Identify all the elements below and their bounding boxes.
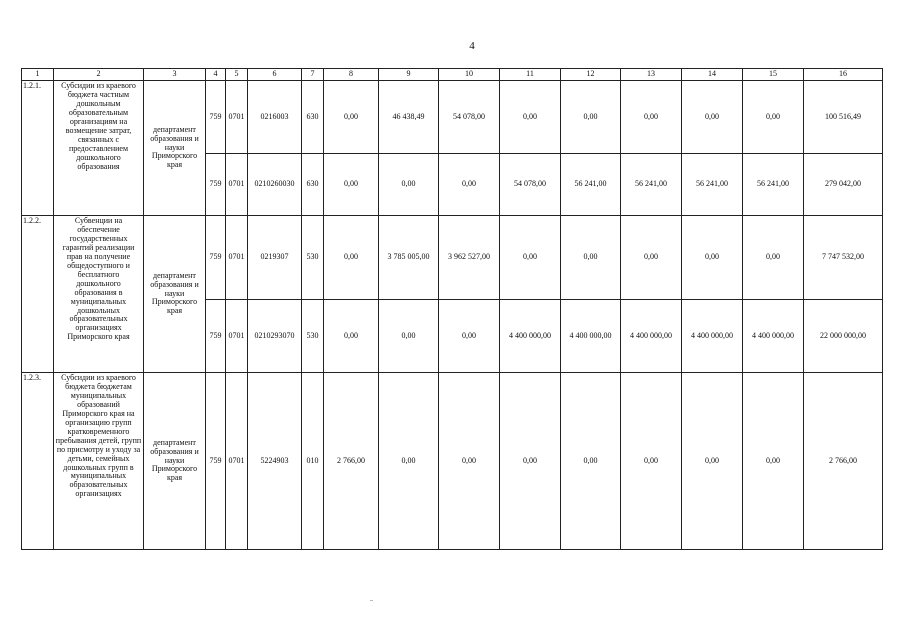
table-row: [22, 216, 883, 300]
table-cell: 759: [206, 216, 226, 300]
table-cell: 46 438,49: [379, 81, 439, 154]
table-cell: 0,00: [439, 154, 500, 216]
table-cell: 0216003: [248, 81, 302, 154]
column-header: 7: [302, 69, 324, 81]
row-department: департамент образования и науки Приморского края: [144, 373, 206, 550]
table-cell: 4 400 000,00: [621, 300, 682, 373]
table-cell: 22 000 000,00: [804, 300, 883, 373]
table-cell: 0701: [226, 81, 248, 154]
table-cell: 3 962 527,00: [439, 216, 500, 300]
column-header: 10: [439, 69, 500, 81]
column-header: 2: [54, 69, 144, 81]
table-cell: 7 747 532,00: [804, 216, 883, 300]
table-cell: 0,00: [500, 373, 561, 550]
table-cell: 0210293070: [248, 300, 302, 373]
row-description: Субсидии из краевого бюджета бюджетам муниципальных образований Приморского края на организацию групп кратковременного пребывания детей, групп по присмотру и уходу за детьми, семейных дошкольных групп в муниципальных образовательных организациях: [54, 373, 144, 550]
table-cell: 0,00: [682, 373, 743, 550]
table-cell: 4 400 000,00: [682, 300, 743, 373]
table-cell: 530: [302, 300, 324, 373]
table-cell: 54 078,00: [500, 154, 561, 216]
table-cell: 56 241,00: [621, 154, 682, 216]
table-cell: 0,00: [439, 300, 500, 373]
table-cell: 3 785 005,00: [379, 216, 439, 300]
table-cell: 100 516,49: [804, 81, 883, 154]
table-cell: 0,00: [439, 373, 500, 550]
table-cell: 5224903: [248, 373, 302, 550]
table-cell: 759: [206, 154, 226, 216]
column-header: 15: [743, 69, 804, 81]
table-cell: 010: [302, 373, 324, 550]
column-header: 11: [500, 69, 561, 81]
table-cell: 0,00: [621, 216, 682, 300]
table-cell: 630: [302, 81, 324, 154]
table-cell: 0701: [226, 300, 248, 373]
scan-speck: [370, 600, 373, 601]
table-cell: 56 241,00: [561, 154, 621, 216]
table-cell: 56 241,00: [682, 154, 743, 216]
table-cell: 0,00: [561, 81, 621, 154]
table-cell: 0,00: [621, 81, 682, 154]
table-cell: 0701: [226, 154, 248, 216]
table-cell: 279 042,00: [804, 154, 883, 216]
column-header: 5: [226, 69, 248, 81]
row-number: 1.2.1.: [22, 81, 54, 216]
column-header: 1: [22, 69, 54, 81]
column-header: 6: [248, 69, 302, 81]
table-cell: 0,00: [500, 216, 561, 300]
column-header: 3: [144, 69, 206, 81]
table-cell: 54 078,00: [439, 81, 500, 154]
table-cell: 56 241,00: [743, 154, 804, 216]
page-number: 4: [469, 40, 475, 52]
table-cell: 630: [302, 154, 324, 216]
table-cell: 4 400 000,00: [743, 300, 804, 373]
table-cell: 0,00: [682, 216, 743, 300]
table-cell: 0,00: [743, 81, 804, 154]
table-cell: 0701: [226, 216, 248, 300]
budget-table: [21, 68, 883, 550]
row-description: Субсидии из краевого бюджета частным дошкольным образовательным организациям на возмещение затрат, связанных с предоставлением дошкольного образования: [54, 81, 144, 216]
table-cell: 0219307: [248, 216, 302, 300]
table-cell: 0,00: [324, 154, 379, 216]
table-cell: 0,00: [379, 373, 439, 550]
row-department: департамент образования и науки Приморского края: [144, 216, 206, 373]
table-cell: 0,00: [379, 300, 439, 373]
table-cell: 759: [206, 373, 226, 550]
table-cell: 0,00: [621, 373, 682, 550]
table-cell: 0,00: [324, 300, 379, 373]
table-cell: 0,00: [561, 216, 621, 300]
column-header: 16: [804, 69, 883, 81]
table-cell: 530: [302, 216, 324, 300]
table-cell: 0210260030: [248, 154, 302, 216]
table-cell: 0701: [226, 373, 248, 550]
table-cell: 0,00: [561, 373, 621, 550]
table-cell: 4 400 000,00: [561, 300, 621, 373]
table-cell: 4 400 000,00: [500, 300, 561, 373]
table-cell: 759: [206, 300, 226, 373]
column-header: 8: [324, 69, 379, 81]
table-row: [22, 81, 883, 154]
table-cell: 759: [206, 81, 226, 154]
table-cell: 0,00: [324, 81, 379, 154]
table-cell: 2 766,00: [324, 373, 379, 550]
column-header: 12: [561, 69, 621, 81]
table-cell: 0,00: [743, 373, 804, 550]
column-header: 4: [206, 69, 226, 81]
table-cell: 0,00: [324, 216, 379, 300]
row-number: 1.2.3.: [22, 373, 54, 550]
row-number: 1.2.2.: [22, 216, 54, 373]
column-header: 9: [379, 69, 439, 81]
row-description: Субвенции на обеспечение государственных гарантий реализации прав на получение общедоступного и бесплатного дошкольного образования в муниципальных дошкольных образовательных организациях Приморского края: [54, 216, 144, 373]
table-row: [22, 373, 883, 550]
column-number-row: [22, 69, 883, 81]
table-cell: 0,00: [379, 154, 439, 216]
table-cell: 0,00: [682, 81, 743, 154]
row-department: департамент образования и науки Приморского края: [144, 81, 206, 216]
column-header: 13: [621, 69, 682, 81]
table-cell: 2 766,00: [804, 373, 883, 550]
table-cell: 0,00: [500, 81, 561, 154]
column-header: 14: [682, 69, 743, 81]
table-cell: 0,00: [743, 216, 804, 300]
